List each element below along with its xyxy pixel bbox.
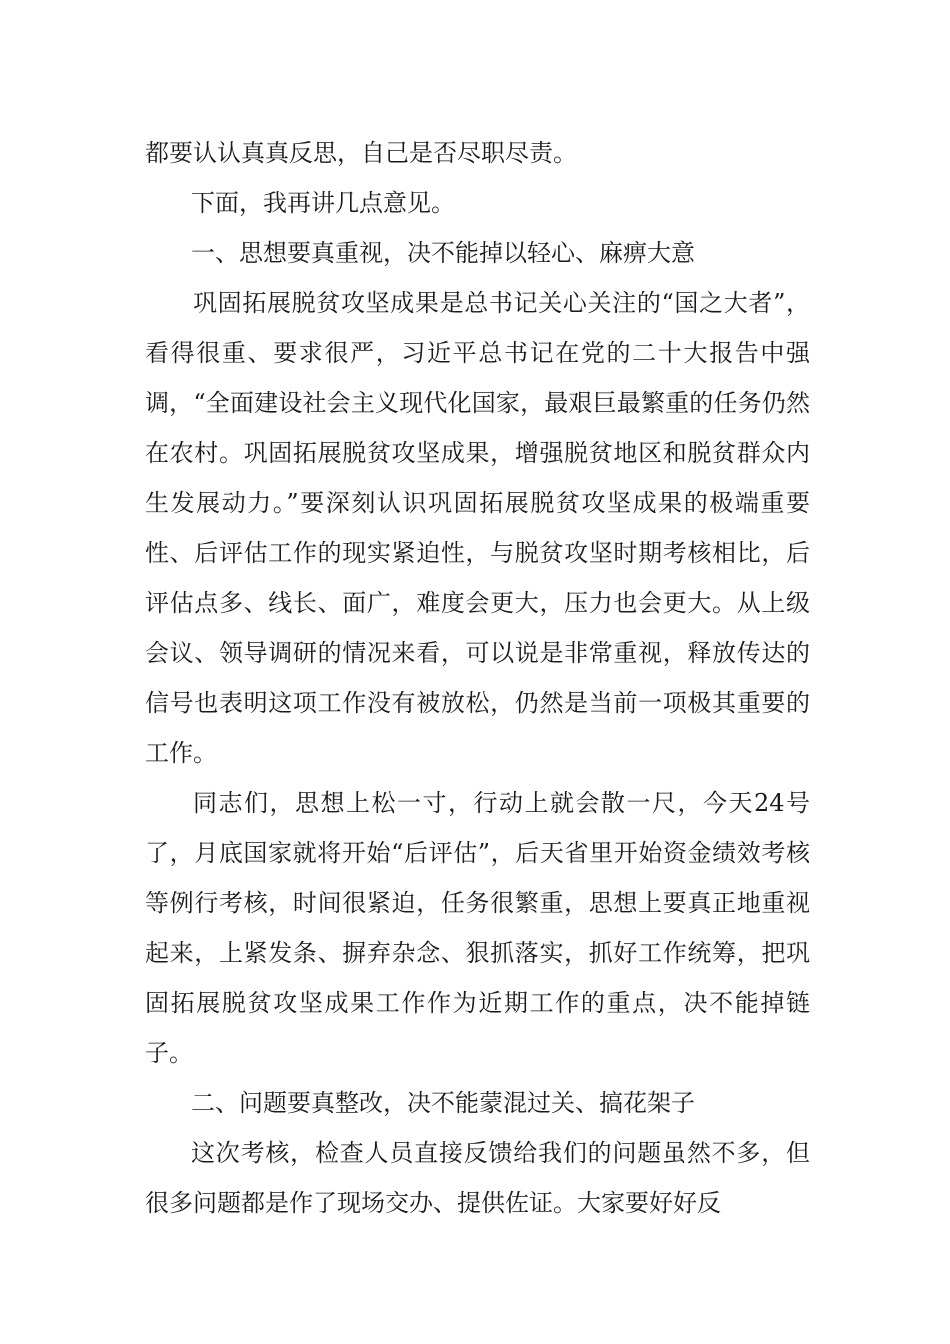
paragraph-section-1-body: 巩固拓展脱贫攻坚成果是总书记关心关注的“国之大者”，看得很重、要求很严，习近平总书记在党的二十大报告中强调，“全面建设社会主义现代化国家，最艰巨最繁重的任务仍然在农村。巩固拓展脱贫攻坚成果，增强脱贫地区和脱贫群众内生发展动力。”要深刻认识巩固拓展脱贫攻坚成果的极端重要性、后评估工作的现实紧迫性，与脱贫攻坚时期考核相比，后评估点多、线长、面广，难度会更大，压力也会更大。从上级会议、领导调研的情况来看，可以说是非常重视，释放传达的信号也表明这项工作没有被放松，仍然是当前一项极其重要的工作。 — [145, 289, 810, 767]
paragraph-section-2-body: 这次考核，检查人员直接反馈给我们的问题虽然不多，但很多问题都是作了现场交办、提供佐证。大家要好好反 — [145, 1139, 810, 1217]
paragraph-transition: 下面，我再讲几点意见。 — [191, 189, 455, 217]
document-body — [145, 128, 810, 1228]
paragraph-section-1-comrades: 同志们，思想上松一寸，行动上就会散一尺，今天24号了，月底国家就将开始“后评估”，后天省里开始资金绩效考核等例行考核，时间很紧迫，任务很繁重，思想上要真正地重视起来，上紧发条、摒弃杂念、狠抓落实，抓好工作统筹，把巩固拓展脱贫攻坚成果工作作为近期工作的重点，决不能掉链子。 — [145, 789, 810, 1067]
section-heading-2: 二、问题要真整改，决不能蒙混过关、搞花架子 — [191, 1089, 695, 1117]
paragraph-continuation: 都要认认真真反思，自己是否尽职尽责。 — [145, 139, 577, 167]
section-heading-1: 一、思想要真重视，决不能掉以轻心、麻痹大意 — [191, 239, 695, 267]
